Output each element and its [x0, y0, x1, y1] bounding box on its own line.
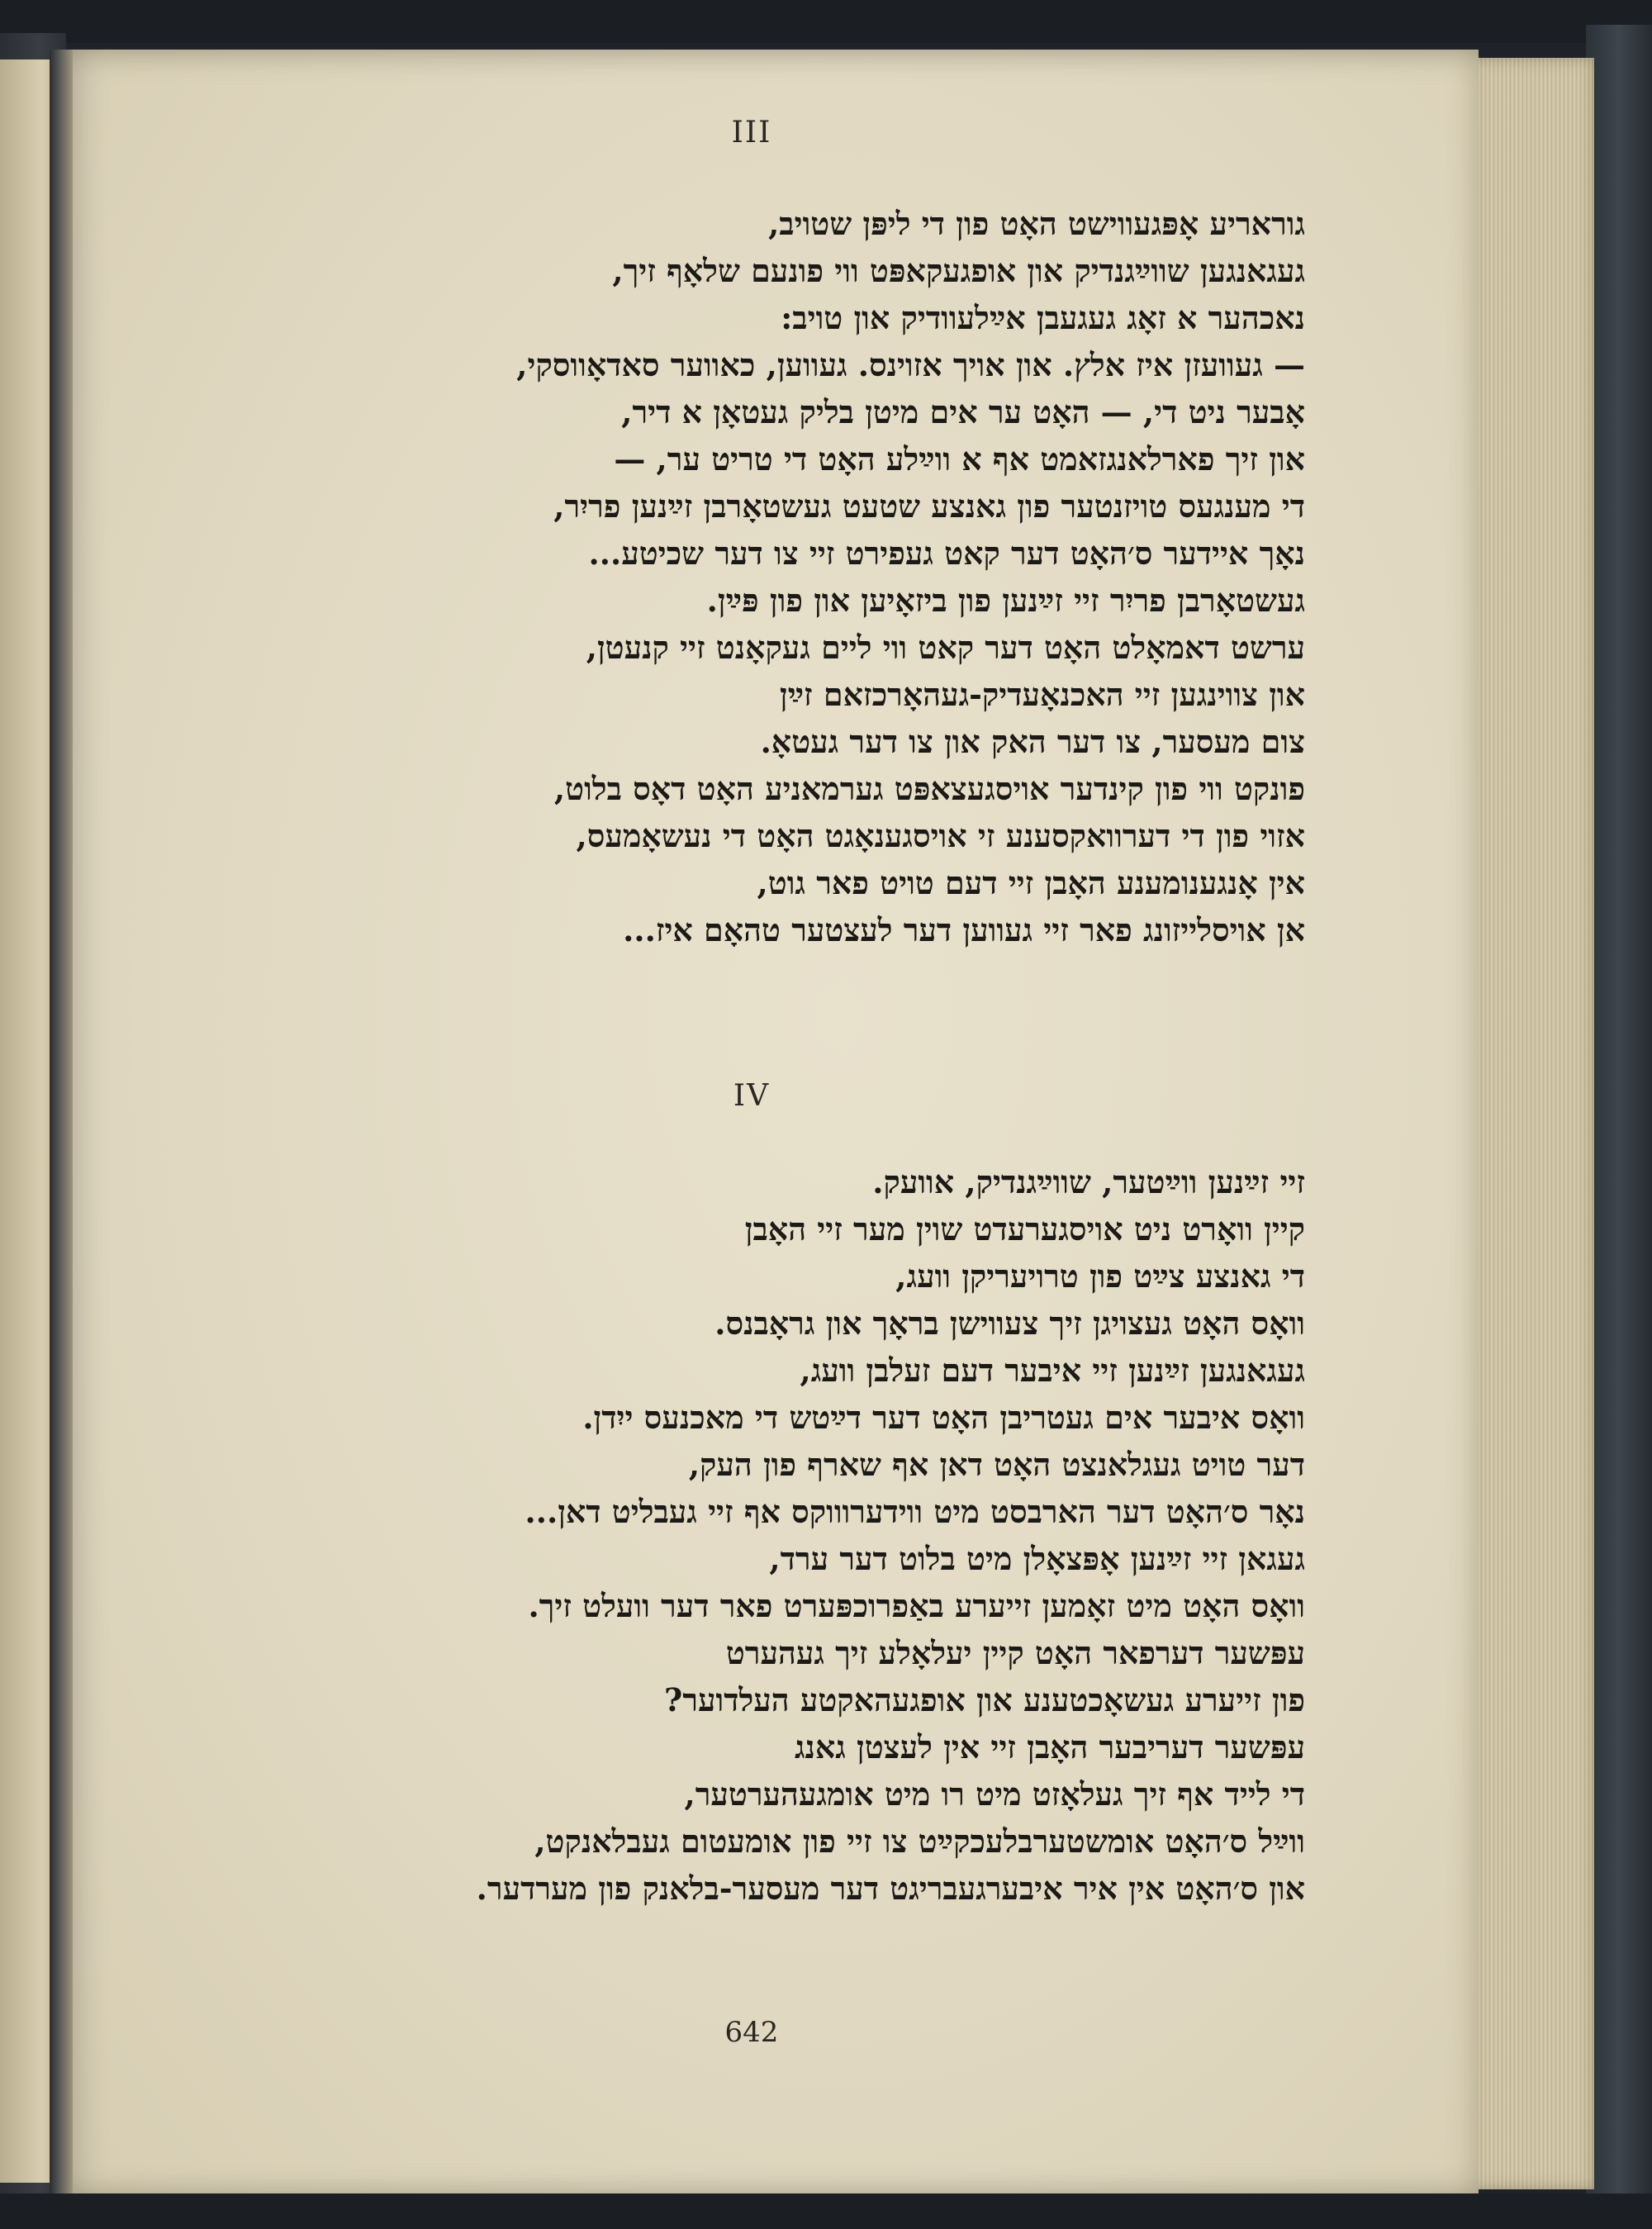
poem-line: אן אויסלייזונג פאר זיי געווען דער לעצטער טהאָם איז... — [623, 911, 1305, 948]
poem-line: אָבער ניט די, — האָט ער אים מיטן בליק געטאָן א דיר, — [621, 393, 1305, 430]
poem-line: געגאנגען זײַנען זיי איבער דעם זעלבן וועג, — [800, 1352, 1305, 1389]
poem-line: וואָס איבער אים געטריבן האָט דער דײַטש די מאכנעס ייִדן. — [582, 1399, 1305, 1436]
book-cover-right — [1586, 25, 1652, 2206]
page-edges — [1470, 58, 1594, 2189]
poem-line: און זיך פארלאנגזאמט אף א ווײַלע האָט די טריט ער, — — [614, 440, 1305, 478]
section-numeral-iii: III — [731, 116, 772, 150]
poem-section-iii — [149, 200, 1305, 953]
poem-line: די גאנצע צײַט פון טרויעריקן וועג, — [895, 1257, 1305, 1295]
poem-line: גוראריע אָפּגעווישט האָט פון די ליפּן שטויב, — [768, 205, 1305, 242]
poem-line: פון זייערע געשאָכטענע און אופגעהאקטע העלדוער? — [664, 1681, 1305, 1718]
poem-line: געגאנגען שווײַגנדיק און אופגעקאפּט ווי פונעם שלאָף זיך, — [612, 252, 1305, 289]
poem-line: ווײַל ס׳האָט אומשטערבלעכקײַט צו זיי פון אומעטום געבלאנקט, — [534, 1823, 1305, 1860]
poem-line: — געוועזן איז אלץ. און אויך אזוינס. געווען, כאווער סאדאָווסקי, — [516, 346, 1305, 383]
poem-line: קיין וואָרט ניט אויסגערעדט שוין מער זיי האָבן — [744, 1210, 1305, 1248]
poem-line: די מענגעס טויזנטער פון גאנצע שטעט געשטאָרבן זײַנען פריִר, — [553, 487, 1305, 525]
poem-line: נאכהער א זאָג געגעבן אײַלעוודיק און טויב: — [781, 299, 1305, 336]
poem-line: עפּשער דערפאר האָט קיין יעלאָלע זיך געהערט — [725, 1634, 1305, 1671]
poem-line: אזוי פון די דערוואקסענע זי אויסגענאָגט האָט די נעשאָמעס, — [576, 817, 1305, 854]
book-gutter — [50, 50, 73, 2206]
poem-line: און ס׳האָט אין איר איבערגעבריגט דער מעסער-בלאנק פון מערדער. — [476, 1870, 1305, 1907]
section-numeral-iv: IV — [733, 1079, 771, 1113]
poem-line: די לייד אף זיך געלאָזט מיט רו מיט אומגעהערטער, — [684, 1775, 1305, 1813]
poem-line: אין אָנגענומענע האָבן זיי דעם טויט פאר גוט, — [757, 864, 1305, 901]
poem-line: נאָר ס׳האָט דער הארבסט מיט ווידערוווקס אף זיי געבליט דאן... — [525, 1493, 1305, 1530]
poem-line: געשטאָרבן פריִר זיי זײַנען פון ביזאָיען און פון פּײַן. — [706, 582, 1305, 619]
scan-background-top — [0, 0, 1652, 43]
poem-line: וואָס האָט מיט זאָמען זייערע באַפרוכפּערט פאר דער וועלט זיך. — [528, 1587, 1305, 1624]
poem-line: דער טויט געגלאנצט האָט דאן אף שארף פון העק, — [688, 1446, 1305, 1483]
poem-line: נאָך איידער ס׳האָט דער קאט געפירט זיי צו דער שכיטע... — [588, 535, 1305, 572]
page-number: 642 — [724, 2016, 779, 2049]
poem-line: פונקט ווי פון קינדער אויסגעצאפּט גערמאניע האָט דאָס בלוט, — [553, 770, 1305, 807]
poem-line: עפּשער דעריבער האָבן זיי אין לעצטן גאנג — [794, 1728, 1305, 1766]
poem-line: צום מעסער, צו דער האק און צו דער געטאָ. — [760, 723, 1305, 760]
poem-line: געגאן זיי זײַנען אָפּצאָלן מיט בלוט דער ערד, — [769, 1540, 1305, 1577]
poem-line: זיי זײַנען ווײַטער, שווײַגנדיק, אוועק. — [872, 1163, 1305, 1200]
scan-background-bottom — [0, 2193, 1652, 2229]
poem-section-iv — [149, 1158, 1305, 1912]
poem-line: וואָס האָט געצויגן זיך צעווישן בראָך און גראָבנס. — [714, 1305, 1305, 1342]
poem-line: און צווינגען זיי האכנאָעדיק-געהאָרכזאם זײַן — [779, 676, 1305, 713]
poem-line: ערשט דאמאָלט האָט דער קאט ווי ליים געקאָנט זיי קנעטן, — [586, 629, 1305, 666]
